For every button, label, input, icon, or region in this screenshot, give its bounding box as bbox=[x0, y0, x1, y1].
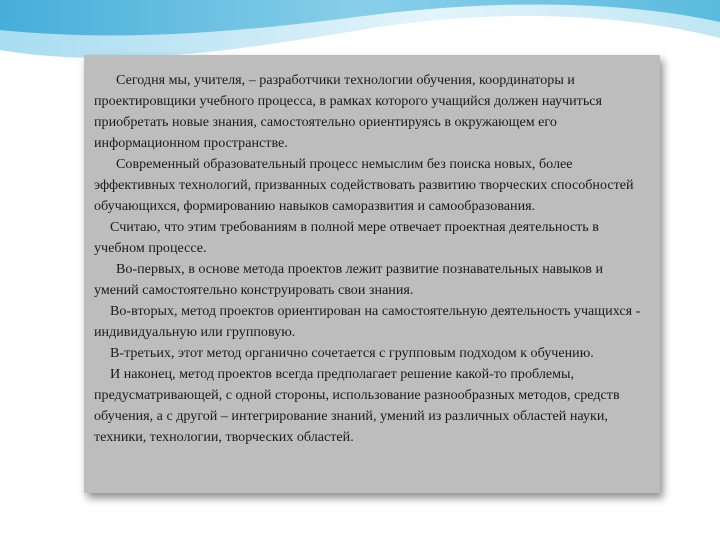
paragraph: Во-первых, в основе метода проектов лежит развитие познавательных навыков и умений самостоятельно конструировать свои знания. bbox=[94, 261, 604, 298]
paragraph: В-третьих, этот метод органично сочетается с групповым подходом к обучению. bbox=[110, 345, 594, 361]
slide-body bbox=[94, 70, 648, 448]
paragraph: Считаю, что этим требованиям в полной мере отвечает проектная деятельность в учебном процессе. bbox=[94, 219, 599, 256]
paragraph: Во-вторых, метод проектов ориентирован на самостоятельную деятельность учащихся - индивидуальную или групповую. bbox=[94, 303, 641, 340]
paragraph: Сегодня мы, учителя, – разработчики технологии обучения, координаторы и проектировщики учебного процесса, в рамках которого учащийся должен научиться приобретать новые знания, самостоятельно ориентируясь в окружающем его информационном пространстве. bbox=[94, 72, 602, 151]
paragraph: Современный образовательный процесс немыслим без поиска новых, более эффективных технологий, призванных содействовать развитию творческих способностей обучающихся, формированию навыков саморазвития и самообразования. bbox=[94, 156, 634, 214]
paragraph: И наконец, метод проектов всегда предполагает решение какой-то проблемы, предусматривающей, с одной стороны, использование разнообразных методов, средств обучения, а с другой – интегрирование знаний, умений из различных областей науки, техники, технологии, творческих областей. bbox=[94, 366, 620, 445]
